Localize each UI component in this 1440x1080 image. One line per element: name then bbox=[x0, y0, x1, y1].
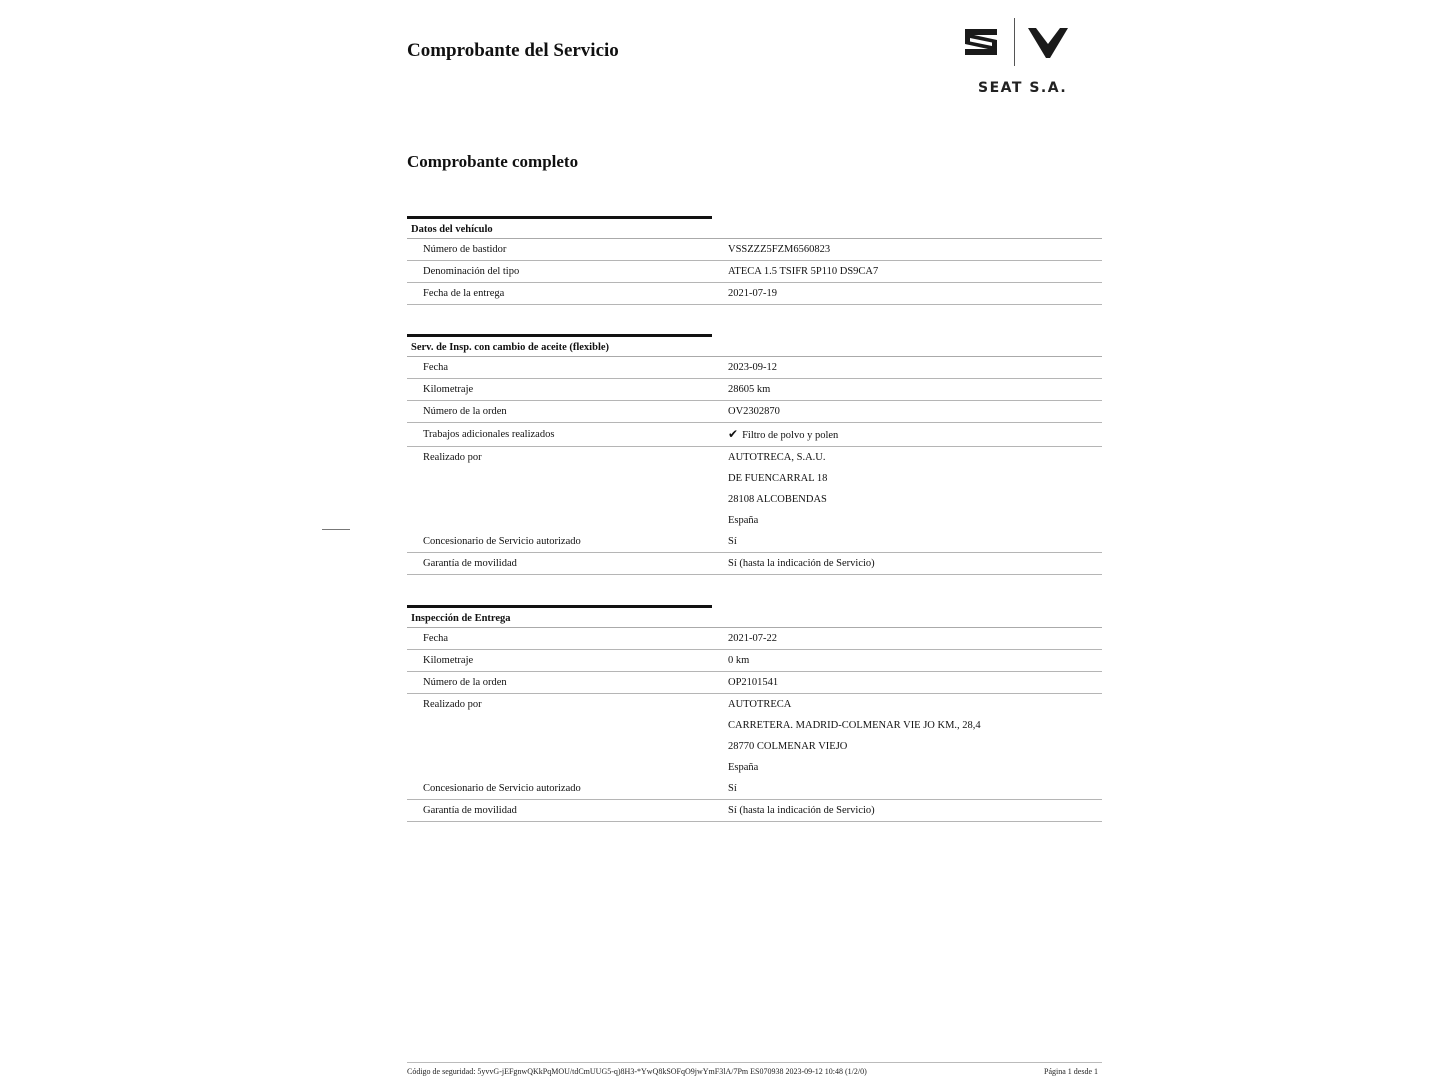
table-row bbox=[407, 757, 1102, 778]
table-row bbox=[407, 261, 1102, 283]
brand-logos bbox=[958, 16, 1078, 106]
section-heading: Serv. de Insp. con cambio de aceite (flexible) bbox=[407, 334, 712, 356]
row-value: Sí (hasta la indicación de Servicio) bbox=[728, 805, 875, 816]
row-value: VSSZZZ5FZM6560823 bbox=[728, 244, 831, 255]
row-label: Kilometraje bbox=[423, 655, 474, 666]
row-value: CARRETERA. MADRID-COLMENAR VIE JO KM., 28,4 bbox=[728, 720, 981, 731]
row-value: Sí (hasta la indicación de Servicio) bbox=[728, 558, 875, 569]
row-value: 2021-07-22 bbox=[728, 633, 777, 644]
row-value: 0 km bbox=[728, 655, 750, 666]
table-row bbox=[407, 510, 1102, 531]
table-row bbox=[407, 650, 1102, 672]
table-row bbox=[407, 379, 1102, 401]
row-label: Denominación del tipo bbox=[423, 266, 520, 277]
row-value: DE FUENCARRAL 18 bbox=[728, 473, 828, 484]
table-row bbox=[407, 401, 1102, 423]
page-number: Página 1 desde 1 bbox=[1044, 1067, 1098, 1076]
row-label: Fecha de la entrega bbox=[423, 288, 505, 299]
row-value: ATECA 1.5 TSIFR 5P110 DS9CA7 bbox=[728, 266, 879, 277]
row-value: 28108 ALCOBENDAS bbox=[728, 494, 827, 505]
table-row bbox=[407, 694, 1102, 715]
table-row bbox=[407, 531, 1102, 553]
subtitle: Comprobante completo bbox=[407, 152, 579, 171]
table-row bbox=[407, 357, 1102, 379]
security-code: Código de seguridad: 5yvvG-jEFgnwQKkPqMOU/tdCmUUG5-q)8H3-*YwQ8kSOFqO9jwYmF3lA/7Pm ES070938 2023-09-12 10:48 (1/2/0) bbox=[407, 1067, 867, 1076]
row-label: Garantía de movilidad bbox=[423, 558, 517, 569]
table-row bbox=[407, 628, 1102, 650]
table-row bbox=[407, 800, 1102, 822]
row-label: Realizado por bbox=[423, 452, 482, 463]
margin-mark bbox=[322, 529, 350, 530]
table-row bbox=[407, 283, 1102, 305]
checkmark-icon: ✔ bbox=[728, 427, 739, 441]
delivery-section bbox=[407, 605, 1102, 822]
page-title: Comprobante del Servicio bbox=[407, 40, 619, 61]
row-value bbox=[728, 423, 838, 447]
row-label: Concesionario de Servicio autorizado bbox=[423, 783, 581, 794]
table-row bbox=[407, 553, 1102, 575]
row-label: Número de la orden bbox=[423, 677, 507, 688]
company-name: SEAT S.A. bbox=[978, 80, 1068, 96]
logo-divider bbox=[1014, 18, 1015, 66]
row-label: Fecha bbox=[423, 633, 449, 644]
row-value: AUTOTRECA, S.A.U. bbox=[728, 452, 826, 463]
row-label: Trabajos adicionales realizados bbox=[423, 429, 555, 440]
seat-logo-icon bbox=[962, 26, 1000, 58]
row-value: 2021-07-19 bbox=[728, 288, 777, 299]
row-label: Número de la orden bbox=[423, 406, 507, 417]
row-label: Kilometraje bbox=[423, 384, 474, 395]
row-value: España bbox=[728, 762, 759, 773]
table-row bbox=[407, 447, 1102, 468]
cupra-logo-icon bbox=[1026, 24, 1070, 60]
row-value: España bbox=[728, 515, 759, 526]
section-heading: Datos del vehículo bbox=[407, 216, 712, 238]
row-label: Fecha bbox=[423, 362, 449, 373]
table-row bbox=[407, 672, 1102, 694]
row-value: Sí bbox=[728, 783, 737, 794]
extra-work-text: Filtro de polvo y polen bbox=[742, 430, 839, 441]
row-value: AUTOTRECA bbox=[728, 699, 792, 710]
table-row bbox=[407, 736, 1102, 757]
table-row bbox=[407, 423, 1102, 447]
table-row bbox=[407, 468, 1102, 489]
row-value: 2023-09-12 bbox=[728, 362, 777, 373]
row-label: Realizado por bbox=[423, 699, 482, 710]
row-value: OP2101541 bbox=[728, 677, 779, 688]
row-label: Garantía de movilidad bbox=[423, 805, 517, 816]
row-value: 28770 COLMENAR VIEJO bbox=[728, 741, 848, 752]
table-row bbox=[407, 489, 1102, 510]
row-value: OV2302870 bbox=[728, 406, 780, 417]
table-row bbox=[407, 778, 1102, 800]
table-row bbox=[407, 239, 1102, 261]
section-heading: Inspección de Entrega bbox=[407, 605, 712, 627]
service-section bbox=[407, 334, 1102, 575]
table-row bbox=[407, 715, 1102, 736]
row-value: 28605 km bbox=[728, 384, 771, 395]
row-label: Número de bastidor bbox=[423, 244, 507, 255]
vehicle-section bbox=[407, 216, 1102, 305]
row-label: Concesionario de Servicio autorizado bbox=[423, 536, 581, 547]
row-value: Sí bbox=[728, 536, 737, 547]
footer-divider bbox=[407, 1062, 1102, 1063]
